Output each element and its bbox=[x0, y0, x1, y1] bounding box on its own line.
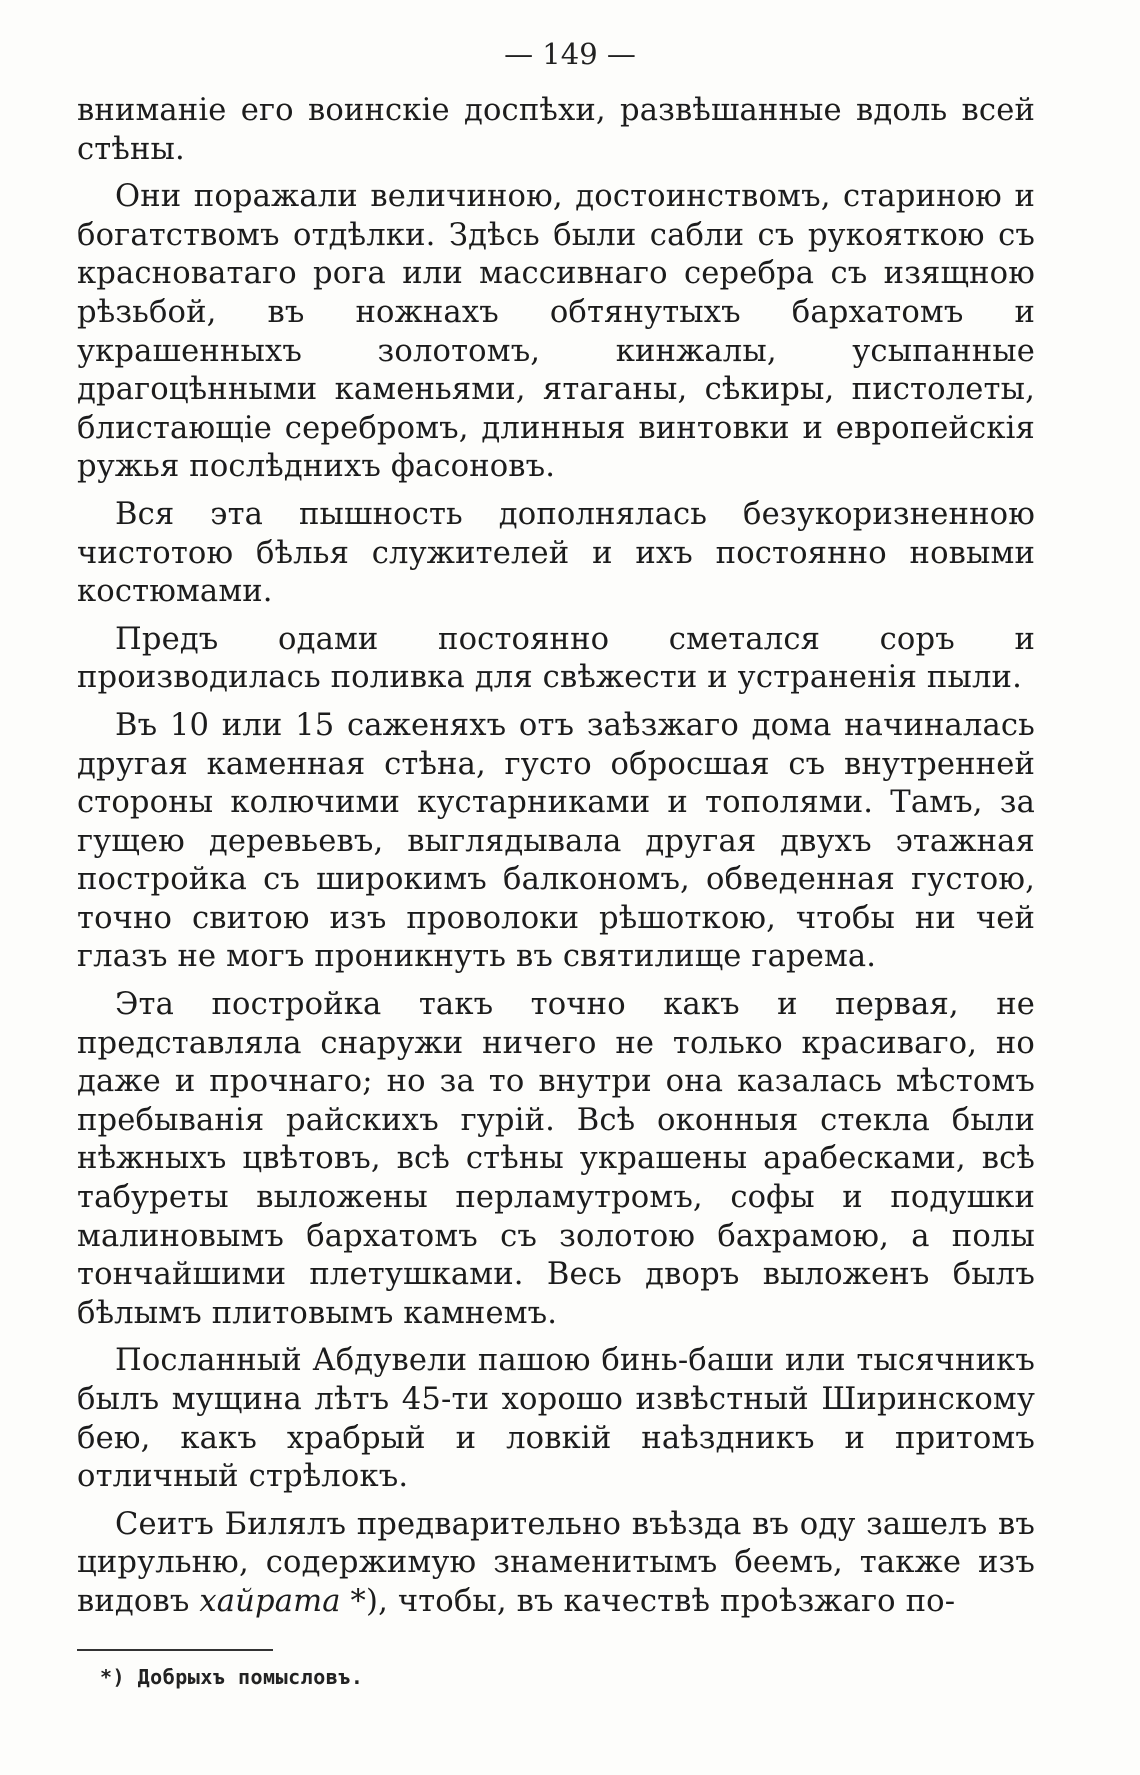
paragraph-8-end: *), чтобы, въ качествѣ проѣзжаго по- bbox=[340, 1583, 956, 1619]
paragraph-1: вниманіе его воинскіе доспѣхи, развѣшанные вдоль всей стѣны. bbox=[77, 93, 1035, 167]
paragraph-6: Эта постройка такъ точно какъ и первая, не представляла снаружи ничего не только красиваго, но даже и прочнаго; но за то внутри она казалась мѣстомъ пребыванія райскихъ гурій. Всѣ оконныя стекла были нѣжныхъ цвѣтовъ, всѣ стѣны украшены арабесками, всѣ табуреты выложены перламутромъ, софы и подушки малиновымъ бархатомъ съ золотою бахрамою, а полы тончайшими плетушками. Весь дворъ выложенъ былъ бѣлымъ плитовымъ камнемъ. bbox=[77, 987, 1035, 1331]
paragraph-5: Въ 10 или 15 саженяхъ отъ заѣзжаго дома начиналась другая каменная стѣна, густо обросшая съ внутренней стороны колючими кустарниками и тополями. Тамъ, за гущею деревьевъ, выглядывала другая двухъ этажная постройка съ широкимъ балкономъ, обведенная густою, точно свитою изъ проволоки рѣшоткою, чтобы ни чей глазъ не могъ проникнуть въ святилище гарема. bbox=[77, 707, 1035, 975]
paragraph-3: Вся эта пышность дополнялась безукоризненною чистотою бѣлья служителей и ихъ постоянно новыми костюмами. bbox=[77, 496, 1035, 610]
italic-term: хайрата bbox=[199, 1583, 341, 1619]
paragraph-8 bbox=[77, 1506, 1035, 1622]
paragraph-4: Предъ одами постоянно сметался соръ и производилась поливка для свѣжести и устраненія пыли. bbox=[77, 621, 1035, 696]
footnote-divider bbox=[77, 1649, 273, 1651]
paragraph-7: Посланный Абдувели пашою бинь-баши или тысячникъ былъ мущина лѣтъ 45-ти хорошо извѣстный Ширинскому бею, какъ храбрый и ловкій наѣздникъ и притомъ отличный стрѣлокъ. bbox=[77, 1343, 1035, 1495]
paragraph-2: Они поражали величиною, достоинствомъ, стариною и богатствомъ отдѣлки. Здѣсь были сабли съ рукояткою съ красноватаго рога или массивнаго серебра съ изящною рѣзьбой, въ ножнахъ обтянутыхъ бархатомъ и украшенныхъ золотомъ, кинжалы, усыпанные драгоцѣнными каменьями, ятаганы, сѣкиры, пистолеты, блистающіе серебромъ, длинныя винтовки и европейскія ружья послѣднихъ фасоновъ. bbox=[77, 179, 1035, 485]
page-number: — 149 — bbox=[504, 37, 636, 71]
body-text bbox=[77, 92, 1035, 1622]
paragraph-8-start: Сеитъ Билялъ предварительно въѣзда въ оду зашелъ въ цирульню, содержимую знаменитымъ беемъ, также изъ видовъ bbox=[77, 1506, 1035, 1619]
footnote: *) Добрыхъ помысловъ. bbox=[100, 1665, 364, 1689]
